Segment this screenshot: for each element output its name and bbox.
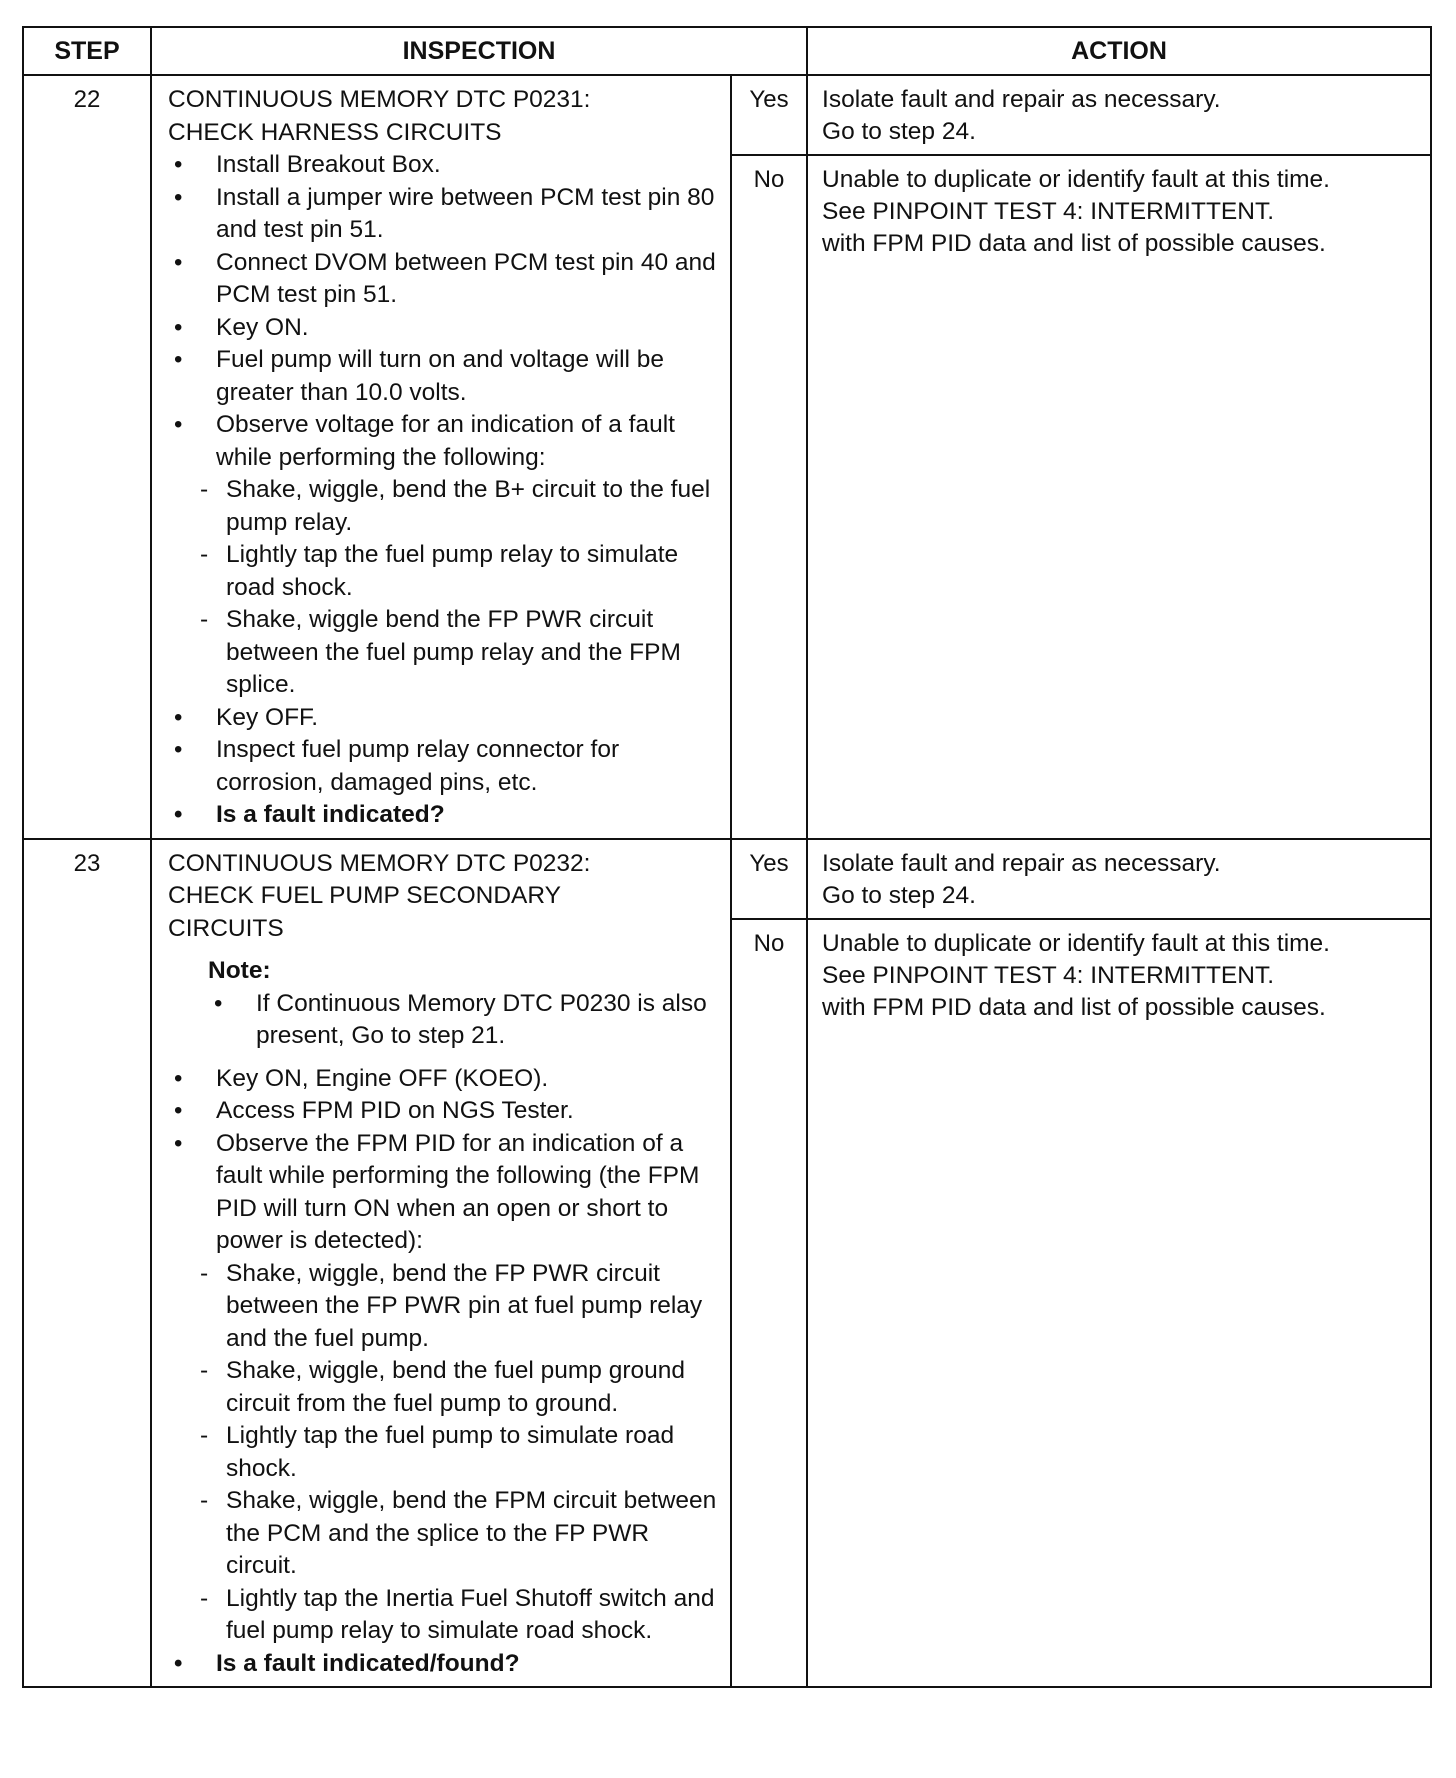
inspection-cell xyxy=(151,839,731,1688)
action-line: Isolate fault and repair as necessary. xyxy=(822,86,1221,113)
action-line: with FPM PID data and list of possible causes. xyxy=(822,993,1326,1021)
bullet-item-with-sublist xyxy=(168,409,720,702)
question-item: • Is a fault indicated/found? xyxy=(168,1648,720,1681)
bullet-item: • Key ON, Engine OFF (KOEO). xyxy=(168,1063,720,1096)
note-bullet-item: • If Continuous Memory DTC P0230 is also present, Go to step 21. xyxy=(208,988,720,1053)
dash-item: - Shake, wiggle, bend the fuel pump ground circuit from the fuel pump to ground. xyxy=(196,1355,720,1420)
action-line: with FPM PID data and list of possible causes. xyxy=(822,230,1326,257)
action-line: Go to step 24. xyxy=(822,118,976,145)
title-line: CONTINUOUS MEMORY DTC P0232: xyxy=(168,849,591,877)
inspection-header: INSPECTION xyxy=(151,27,807,75)
dash-sublist xyxy=(196,1258,720,1648)
step-number: 23 xyxy=(23,839,151,1688)
note-label: Note: xyxy=(208,957,271,984)
action-line: Go to step 24. xyxy=(822,881,976,909)
action-line: See PINPOINT TEST 4: INTERMITTENT. xyxy=(822,198,1274,225)
dash-sublist xyxy=(196,474,720,702)
yes-action xyxy=(807,75,1431,155)
step-number: 22 xyxy=(23,75,151,839)
title-line: CONTINUOUS MEMORY DTC P0231: xyxy=(168,86,591,113)
yes-label: Yes xyxy=(731,75,807,155)
note-bullets xyxy=(208,988,720,1053)
diagnostic-step-table xyxy=(22,26,1432,1688)
step-row-22-yes xyxy=(23,75,1431,155)
note-block xyxy=(208,955,720,1053)
action-line: Isolate fault and repair as necessary. xyxy=(822,849,1221,877)
bullet-item: • Key OFF. xyxy=(168,702,720,735)
inspection-title xyxy=(168,848,720,946)
bullet-item: • Fuel pump will turn on and voltage will be greater than 10.0 volts. xyxy=(168,344,720,409)
no-action xyxy=(807,155,1431,839)
bullet-item: • Install Breakout Box. xyxy=(168,149,720,182)
dash-item: - Lightly tap the fuel pump relay to simulate road shock. xyxy=(196,539,720,604)
bullet-item: • Install a jumper wire between PCM test pin 80 and test pin 51. xyxy=(168,182,720,247)
bullet-text: Observe voltage for an indication of a fault while performing the following: xyxy=(216,411,675,471)
dash-item: - Lightly tap the Inertia Fuel Shutoff switch and fuel pump relay to simulate road shock. xyxy=(196,1583,720,1648)
header-row xyxy=(23,27,1431,75)
bullet-item: • Inspect fuel pump relay connector for corrosion, damaged pins, etc. xyxy=(168,734,720,799)
inspection-cell xyxy=(151,75,731,839)
yes-label: Yes xyxy=(731,839,807,919)
dash-item: - Shake, wiggle, bend the FPM circuit between the PCM and the splice to the FP PWR circuit. xyxy=(196,1485,720,1583)
no-label: No xyxy=(731,919,807,1688)
inspection-title xyxy=(168,84,720,149)
dash-item: - Shake, wiggle bend the FP PWR circuit between the fuel pump relay and the FPM splice. xyxy=(196,604,720,702)
question-item: • Is a fault indicated? xyxy=(168,799,720,832)
bullet-item-with-sublist xyxy=(168,1128,720,1648)
step-header: STEP xyxy=(23,27,151,75)
bullet-item: • Key ON. xyxy=(168,312,720,345)
dash-item: - Shake, wiggle, bend the FP PWR circuit between the FP PWR pin at fuel pump relay and the fuel pump. xyxy=(196,1258,720,1356)
title-line: CHECK HARNESS CIRCUITS xyxy=(168,118,502,146)
bullet-item: • Access FPM PID on NGS Tester. xyxy=(168,1095,720,1128)
bullet-text: Observe the FPM PID for an indication of a fault while performing the following (the FPM PID will turn ON when an open or short to power is detected): xyxy=(216,1129,700,1254)
title-line: CIRCUITS xyxy=(168,914,284,942)
action-header: ACTION xyxy=(807,27,1431,75)
action-line: Unable to duplicate or identify fault at this time. xyxy=(822,929,1330,957)
dash-item: - Lightly tap the fuel pump to simulate road shock. xyxy=(196,1420,720,1485)
bullet-item: • Connect DVOM between PCM test pin 40 and PCM test pin 51. xyxy=(168,247,720,312)
inspection-bullets xyxy=(168,149,720,832)
step-row-23-yes xyxy=(23,839,1431,919)
dash-item: - Shake, wiggle, bend the B+ circuit to the fuel pump relay. xyxy=(196,474,720,539)
inspection-bullets xyxy=(168,1063,720,1681)
action-line: See PINPOINT TEST 4: INTERMITTENT. xyxy=(822,961,1274,989)
title-line: CHECK FUEL PUMP SECONDARY xyxy=(168,882,561,909)
action-line: Unable to duplicate or identify fault at this time. xyxy=(822,166,1330,193)
no-action xyxy=(807,919,1431,1688)
yes-action xyxy=(807,839,1431,919)
no-label: No xyxy=(731,155,807,839)
